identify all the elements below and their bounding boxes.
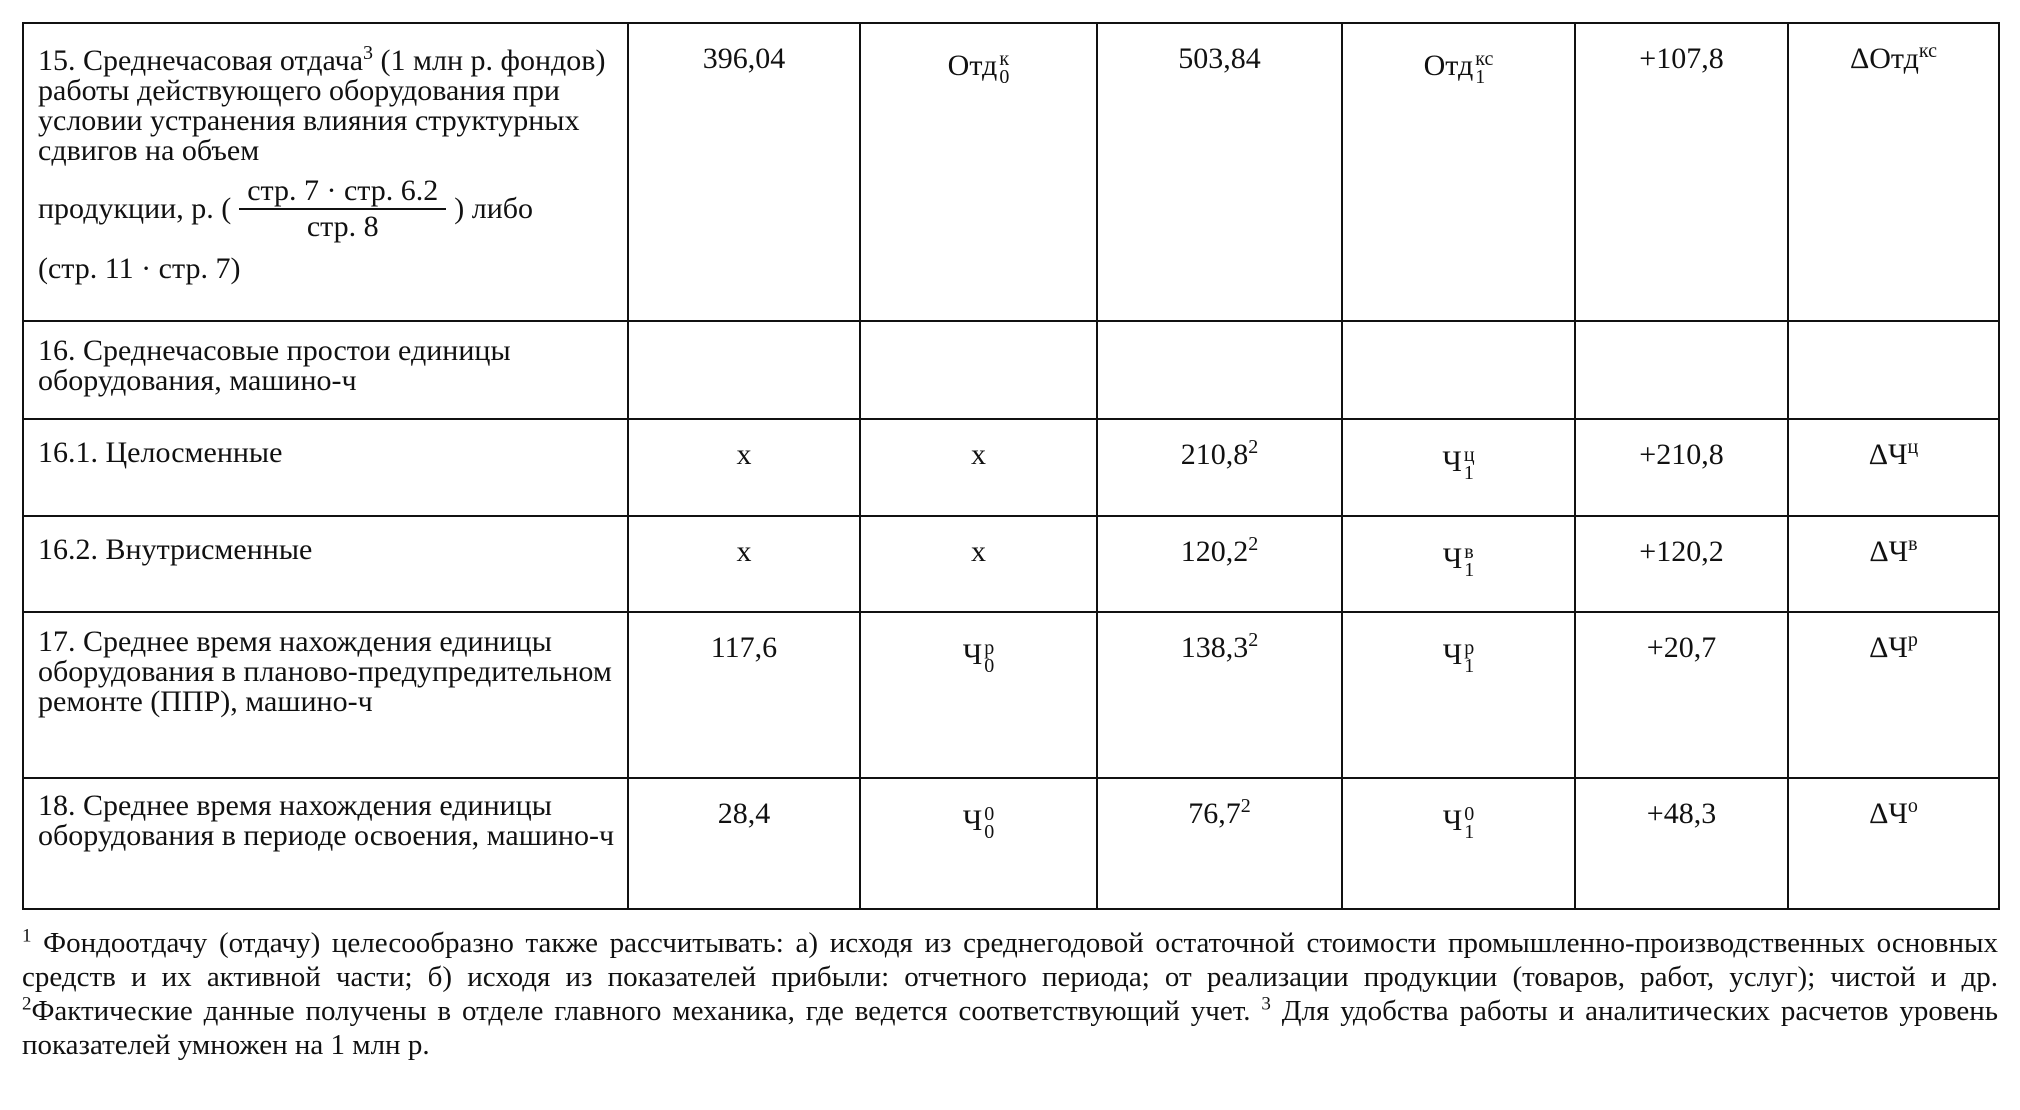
base-symbol: Ч 0 0 bbox=[860, 778, 1097, 909]
deviation-value: +210,8 bbox=[1575, 419, 1788, 516]
base-value: 396,04 bbox=[628, 23, 860, 321]
table-row bbox=[23, 419, 1999, 516]
base-symbol: x bbox=[860, 419, 1097, 516]
deviation-value: +120,2 bbox=[1575, 516, 1788, 612]
deviation-symbol: ΔОтд$^{кс}$ bbox=[1788, 23, 1999, 321]
row-label: 16.1. Целосменные bbox=[23, 419, 628, 516]
deviation-symbol: $\Delta Ч^ц$ bbox=[1788, 419, 1999, 516]
indicators-table bbox=[22, 22, 2000, 910]
base-value: x bbox=[628, 516, 860, 612]
empty-cell bbox=[628, 321, 860, 419]
base-value: 28,4 bbox=[628, 778, 860, 909]
footnote-marker: 2 bbox=[22, 993, 32, 1015]
footnote-text: Для удобства работы и аналитических расчетов уровень показателей умножен на 1 млн р. bbox=[22, 995, 1999, 1061]
actual-value: 120,2$^2$ bbox=[1097, 516, 1342, 612]
deviation-symbol: $\Delta Ч^р$ bbox=[1788, 612, 1999, 778]
footnote-marker: 3 bbox=[1261, 993, 1271, 1015]
table-row bbox=[23, 778, 1999, 909]
table-row bbox=[23, 321, 1999, 419]
base-symbol: Ч р 0 bbox=[860, 612, 1097, 778]
empty-cell bbox=[1342, 321, 1575, 419]
table-row bbox=[23, 23, 1999, 321]
actual-symbol: Отд кс 1 bbox=[1342, 23, 1575, 321]
actual-value: 503,84 bbox=[1097, 23, 1342, 321]
row-label: 16.2. Внутрисменные bbox=[23, 516, 628, 612]
actual-symbol: Ч в 1 bbox=[1342, 516, 1575, 612]
row-label: 16. Среднечасовые простои единицы оборудования, машино-ч bbox=[23, 321, 628, 419]
base-value: 117,6 bbox=[628, 612, 860, 778]
base-symbol: x bbox=[860, 516, 1097, 612]
actual-value: 76,7$^2$ bbox=[1097, 778, 1342, 909]
fraction: $\frac{\text{стр. 7 · стр. 6.2}}{\text{стр. 8}}$ bbox=[239, 176, 446, 242]
row-label: 15. Среднечасовая отдача$^3$ (1 млн р. фондов) работы действующего оборудования при условии устранения влияния структурных сдвигов на объем продукции, р. ( $\frac{\text{стр. 7 · стр. 6.2}}{\text{стр. 8}}$ ) либо (стр. 11 · стр. 7) bbox=[23, 23, 628, 321]
actual-symbol: Ч 0 1 bbox=[1342, 778, 1575, 909]
row-label: 18. Среднее время нахождения единицы оборудования в периоде освоения, машино-ч bbox=[23, 778, 628, 909]
empty-cell bbox=[1788, 321, 1999, 419]
deviation-value: +48,3 bbox=[1575, 778, 1788, 909]
footnotes bbox=[22, 926, 1998, 1062]
deviation-symbol: $\Delta Ч^в$ bbox=[1788, 516, 1999, 612]
empty-cell bbox=[860, 321, 1097, 419]
deviation-symbol: $\Delta Ч^о$ bbox=[1788, 778, 1999, 909]
footnote-marker: 1 bbox=[22, 925, 32, 947]
actual-value: 138,3$^2$ bbox=[1097, 612, 1342, 778]
base-value: x bbox=[628, 419, 860, 516]
deviation-value: +20,7 bbox=[1575, 612, 1788, 778]
actual-symbol: Ч р 1 bbox=[1342, 612, 1575, 778]
actual-symbol: Ч ц 1 bbox=[1342, 419, 1575, 516]
footnote-text: Фондоотдачу (отдачу) целесообразно также рассчитывать: а) исходя из среднегодовой остаточной стоимости промышленно-производственных основных средств и их активной части; б) исходя из показателей прибыли: отчетного периода; от реализации продукции (товаров, работ, услуг); чистой и др. bbox=[22, 927, 1998, 993]
empty-cell bbox=[1097, 321, 1342, 419]
formula: продукции, р. ( $\frac{\text{стр. 7 · стр. 6.2}}{\text{стр. 8}}$ ) либо bbox=[38, 174, 534, 243]
table-row bbox=[23, 516, 1999, 612]
empty-cell bbox=[1575, 321, 1788, 419]
deviation-value: +107,8 bbox=[1575, 23, 1788, 321]
table-row bbox=[23, 612, 1999, 778]
row-label: 17. Среднее время нахождения единицы оборудования в планово-предупредительном ремонте (ППР), машино-ч bbox=[23, 612, 628, 778]
actual-value: 210,8$^2$ bbox=[1097, 419, 1342, 516]
base-symbol: Отд к 0 bbox=[860, 23, 1097, 321]
footnote-text: Фактические данные получены в отделе главного механика, где ведется соответствующий учет. bbox=[31, 995, 1262, 1027]
